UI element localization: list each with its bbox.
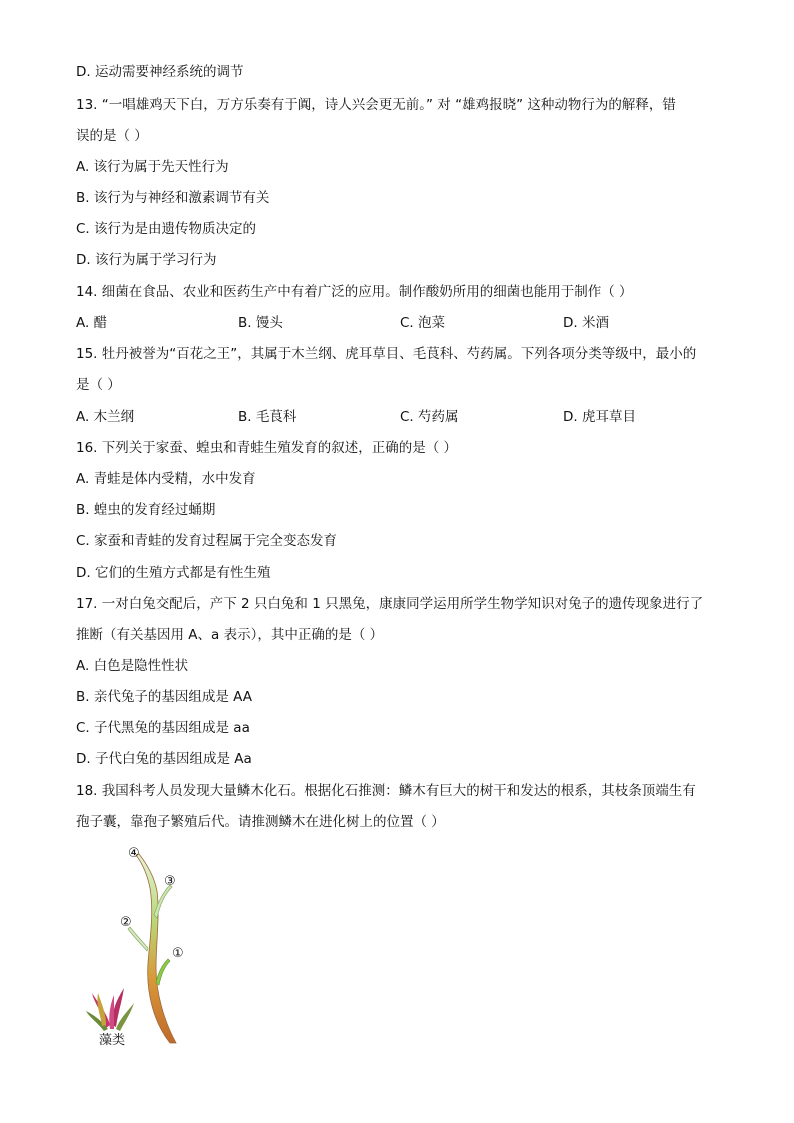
- q17-option-a: A. 白色是隐性性状: [76, 658, 189, 674]
- q13-option-a: A. 该行为属于先天性行为: [76, 159, 229, 175]
- algae-cluster: [86, 988, 134, 1031]
- q16-stem: 16. 下列关于家蚕、蝗虫和青蛙生殖发育的叙述，正确的是（ ）: [76, 440, 458, 456]
- q18-stem-line1: 18. 我国科考人员发现大量鳞木化石。根据化石推测：鳞木有巨大的树干和发达的根系，其枝条顶端生有: [76, 783, 696, 799]
- q17-option-b: B. 亲代兔子的基因组成是 AA: [76, 689, 252, 705]
- q13-stem-line2: 误的是（ ）: [76, 128, 148, 144]
- q13-stem-line1: 13. “一唱雄鸡天下白，万方乐奏有于阗，诗人兴会更无前。” 对 “雄鸡报晓” 这种动物行为的解释，错: [76, 97, 676, 113]
- q15-option-a: A. 木兰纲: [76, 409, 135, 425]
- marker-4: ④: [128, 846, 140, 861]
- q15-stem-line2: 是（ ）: [76, 377, 121, 393]
- q14-option-c: C. 泡菜: [400, 315, 446, 331]
- q16-option-a: A. 青蛙是体内受精，水中发育: [76, 471, 256, 487]
- q16-option-c: C. 家蚕和青蛙的发育过程属于完全变态发育: [76, 533, 338, 549]
- q14-option-d: D. 米酒: [563, 315, 609, 331]
- q17-option-d: D. 子代白兔的基因组成是 Aa: [76, 751, 252, 767]
- q18-stem-line2: 孢子囊，靠孢子繁殖后代。请推测鳞木在进化树上的位置（ ）: [76, 814, 445, 830]
- tree-branch-2: [128, 927, 148, 951]
- q17-stem-line2: 推断（有关基因用 A、a 表示），其中正确的是（ ）: [76, 627, 384, 643]
- marker-2: ②: [120, 915, 132, 930]
- q17-stem-line1: 17. 一对白兔交配后，产下 2 只白兔和 1 只黑兔，康康同学运用所学生物学知识对兔子的遗传现象进行了: [76, 596, 704, 612]
- q14-option-a: A. 醋: [76, 315, 108, 331]
- q13-option-d: D. 该行为属于学习行为: [76, 252, 217, 268]
- q16-option-b: B. 蝗虫的发育经过蛹期: [76, 502, 216, 518]
- q14-stem: 14. 细菌在食品、农业和医药生产中有着广泛的应用。制作酸奶所用的细菌也能用于制作（ ）: [76, 284, 633, 300]
- marker-3: ③: [164, 874, 176, 889]
- q14-option-b: B. 馒头: [238, 315, 283, 331]
- algae-label: 藻类: [99, 1033, 126, 1048]
- q15-option-b: B. 毛茛科: [238, 409, 297, 425]
- evolution-tree-figure: [84, 843, 204, 1053]
- q17-option-c: C. 子代黑兔的基因组成是 aa: [76, 720, 250, 736]
- q15-option-c: C. 芍药属: [400, 409, 459, 425]
- tree-branch-1: [156, 959, 170, 985]
- q16-option-d: D. 它们的生殖方式都是有性生殖: [76, 565, 271, 581]
- q12-option-d: D. 运动需要神经系统的调节: [76, 64, 244, 80]
- q13-option-c: C. 该行为是由遗传物质决定的: [76, 221, 257, 237]
- marker-1: ①: [172, 946, 184, 961]
- q15-option-d: D. 虎耳草目: [563, 409, 636, 425]
- q15-stem-line1: 15. 牡丹被誉为“百花之王”，其属于木兰纲、虎耳草目、毛茛科、芍药属。下列各项分类等级中，最小的: [76, 346, 697, 362]
- q13-option-b: B. 该行为与神经和激素调节有关: [76, 190, 270, 206]
